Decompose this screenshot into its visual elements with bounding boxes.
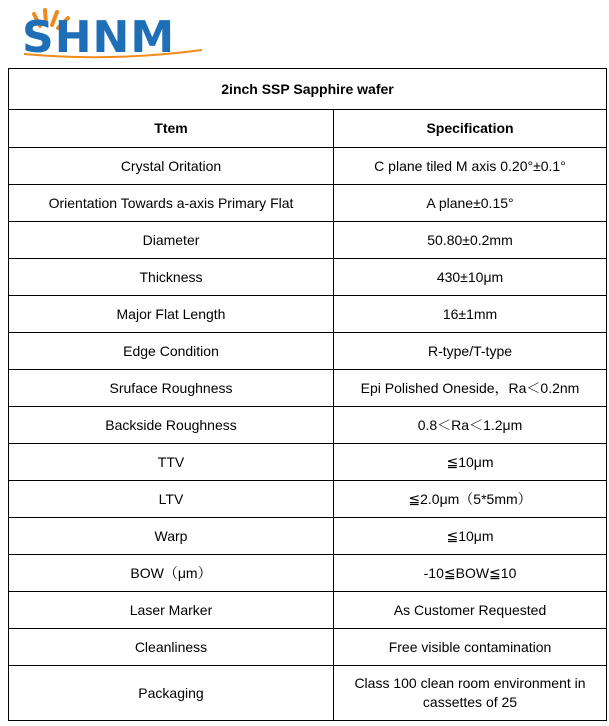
table-row	[9, 370, 607, 407]
specification-cell: 16±1mm	[334, 296, 607, 333]
spec-table	[8, 68, 607, 721]
specification-cell: ≦10μm	[334, 518, 607, 555]
table-row	[9, 481, 607, 518]
table-row	[9, 518, 607, 555]
table-row	[9, 222, 607, 259]
item-cell: Crystal Oritation	[9, 148, 334, 185]
item-cell: Cleanliness	[9, 629, 334, 666]
company-logo	[12, 4, 222, 60]
specification-cell: 0.8＜Ra＜1.2μm	[334, 407, 607, 444]
specification-cell: Class 100 clean room environment in cassettes of 25	[334, 666, 607, 721]
specification-cell: ≦2.0μm（5*5mm）	[334, 481, 607, 518]
table-row	[9, 148, 607, 185]
table-row	[9, 444, 607, 481]
specification-cell: Epi Polished Oneside，Ra＜0.2nm	[334, 370, 607, 407]
specification-cell: C plane tiled M axis 0.20°±0.1°	[334, 148, 607, 185]
table-header-row	[9, 110, 607, 148]
item-cell: Sruface Roughness	[9, 370, 334, 407]
specification-cell: -10≦BOW≦10	[334, 555, 607, 592]
header-specification: Specification	[334, 110, 607, 148]
item-cell: Edge Condition	[9, 333, 334, 370]
specification-cell: A plane±0.15°	[334, 185, 607, 222]
specification-cell: ≦10μm	[334, 444, 607, 481]
item-cell: Diameter	[9, 222, 334, 259]
logo-text: SHNM	[22, 12, 176, 60]
item-cell: Orientation Towards a-axis Primary Flat	[9, 185, 334, 222]
specification-cell: R-type/T-type	[334, 333, 607, 370]
table-row	[9, 259, 607, 296]
specification-cell: 50.80±0.2mm	[334, 222, 607, 259]
header-item: Ttem	[9, 110, 334, 148]
shnm-logo-icon	[12, 4, 222, 60]
item-cell: Backside Roughness	[9, 407, 334, 444]
table-row	[9, 555, 607, 592]
item-cell: Laser Marker	[9, 592, 334, 629]
table-title-row	[9, 69, 607, 110]
specification-cell: 430±10μm	[334, 259, 607, 296]
table-row	[9, 592, 607, 629]
specification-cell: As Customer Requested	[334, 592, 607, 629]
table-row	[9, 296, 607, 333]
specification-cell: Free visible contamination	[334, 629, 607, 666]
item-cell: LTV	[9, 481, 334, 518]
table-row	[9, 666, 607, 721]
table-row	[9, 629, 607, 666]
item-cell: Packaging	[9, 666, 334, 721]
table-row	[9, 407, 607, 444]
item-cell: Warp	[9, 518, 334, 555]
item-cell: TTV	[9, 444, 334, 481]
table-row	[9, 333, 607, 370]
item-cell: Thickness	[9, 259, 334, 296]
table-title: 2inch SSP Sapphire wafer	[9, 69, 607, 110]
item-cell: BOW（μm）	[9, 555, 334, 592]
item-cell: Major Flat Length	[9, 296, 334, 333]
table-row	[9, 185, 607, 222]
